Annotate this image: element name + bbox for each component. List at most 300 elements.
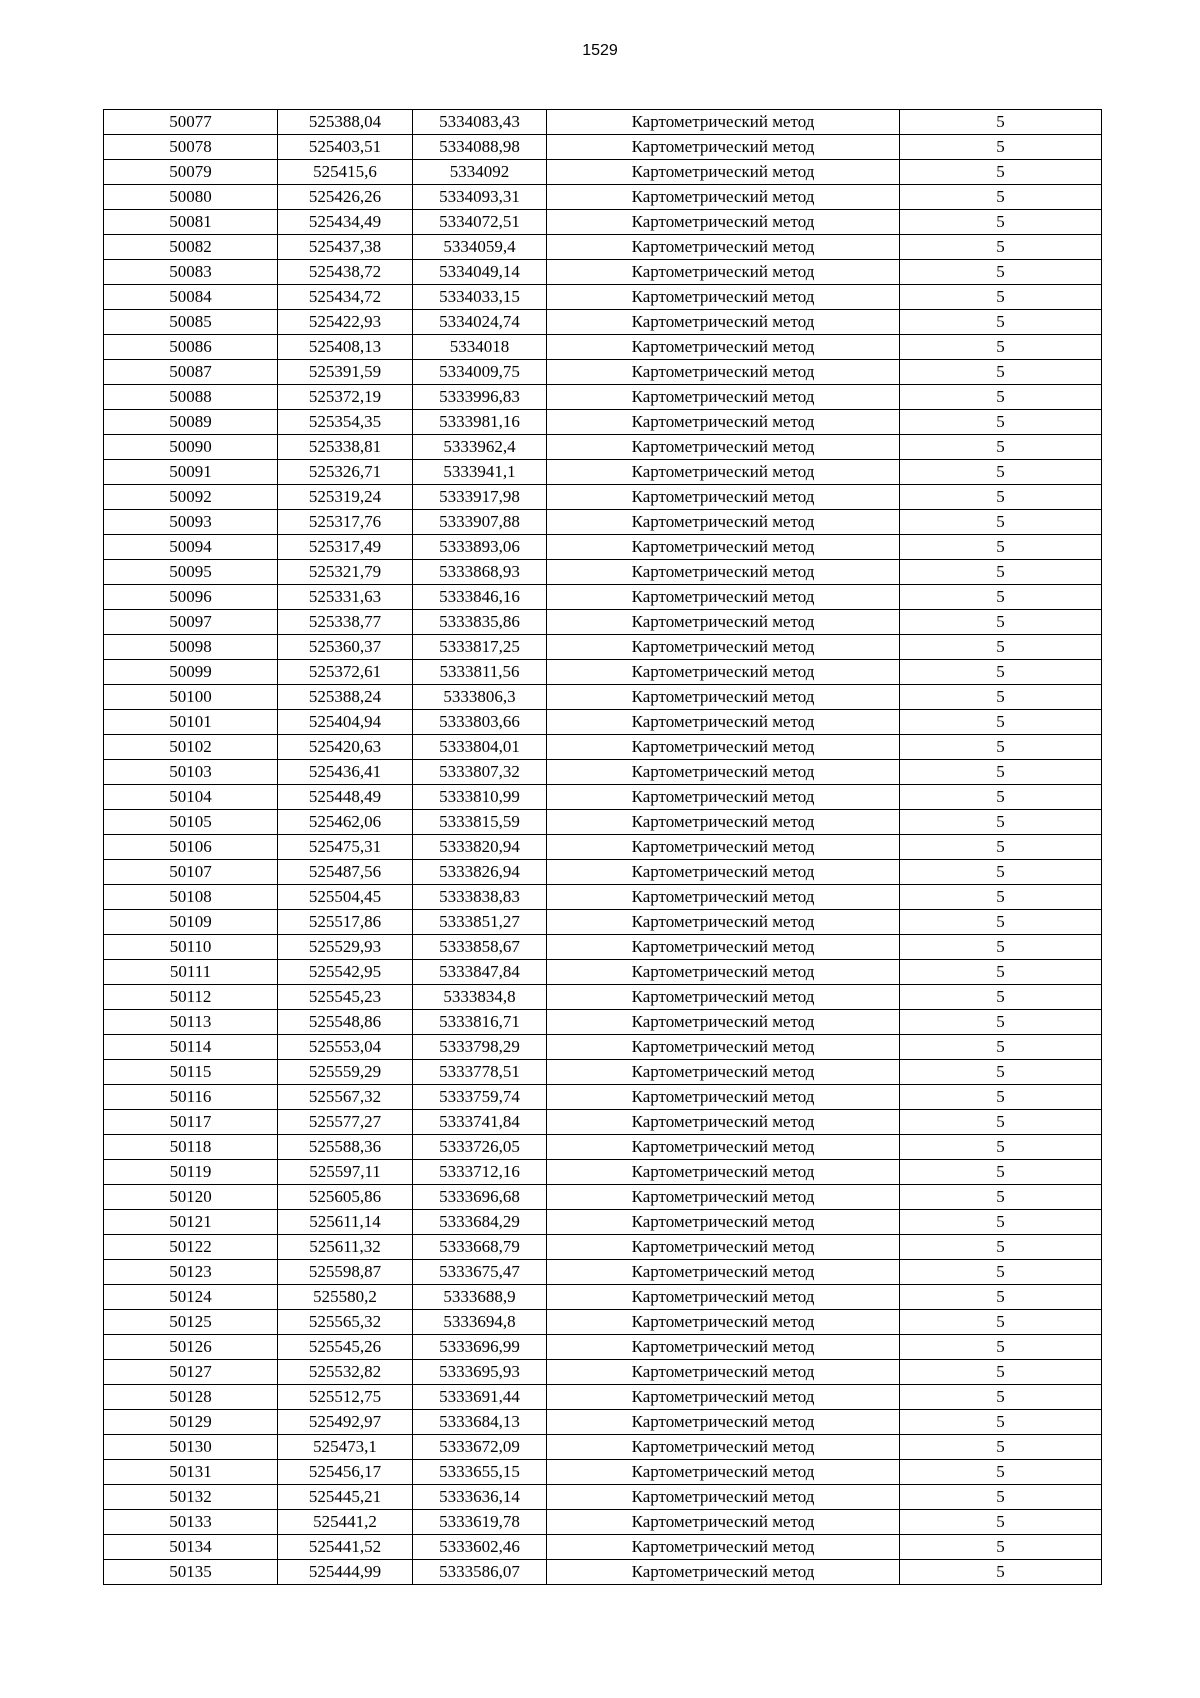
y-coordinate-cell: 5333602,46 — [413, 1535, 547, 1560]
x-coordinate-cell: 525388,24 — [278, 685, 413, 710]
point-number-cell: 50133 — [104, 1510, 278, 1535]
table-row — [104, 110, 1102, 135]
method-cell: Картометрический метод — [547, 935, 900, 960]
x-coordinate-cell: 525317,49 — [278, 535, 413, 560]
y-coordinate-cell: 5334088,98 — [413, 135, 547, 160]
method-cell: Картометрический метод — [547, 385, 900, 410]
method-cell: Картометрический метод — [547, 735, 900, 760]
point-number-cell: 50109 — [104, 910, 278, 935]
point-number-cell: 50123 — [104, 1260, 278, 1285]
accuracy-cell: 5 — [900, 485, 1102, 510]
accuracy-cell: 5 — [900, 760, 1102, 785]
x-coordinate-cell: 525420,63 — [278, 735, 413, 760]
method-cell: Картометрический метод — [547, 360, 900, 385]
point-number-cell: 50079 — [104, 160, 278, 185]
accuracy-cell: 5 — [900, 560, 1102, 585]
method-cell: Картометрический метод — [547, 785, 900, 810]
method-cell: Картометрический метод — [547, 560, 900, 585]
table-row — [104, 235, 1102, 260]
point-number-cell: 50126 — [104, 1335, 278, 1360]
method-cell: Картометрический метод — [547, 885, 900, 910]
point-number-cell: 50096 — [104, 585, 278, 610]
table-row — [104, 810, 1102, 835]
accuracy-cell: 5 — [900, 1060, 1102, 1085]
point-number-cell: 50113 — [104, 1010, 278, 1035]
table-row — [104, 735, 1102, 760]
point-number-cell: 50129 — [104, 1410, 278, 1435]
x-coordinate-cell: 525545,26 — [278, 1335, 413, 1360]
y-coordinate-cell: 5333816,71 — [413, 1010, 547, 1035]
y-coordinate-cell: 5333684,13 — [413, 1410, 547, 1435]
accuracy-cell: 5 — [900, 910, 1102, 935]
method-cell: Картометрический метод — [547, 310, 900, 335]
point-number-cell: 50105 — [104, 810, 278, 835]
x-coordinate-cell: 525553,04 — [278, 1035, 413, 1060]
point-number-cell: 50088 — [104, 385, 278, 410]
table-row — [104, 360, 1102, 385]
accuracy-cell: 5 — [900, 335, 1102, 360]
accuracy-cell: 5 — [900, 885, 1102, 910]
accuracy-cell: 5 — [900, 1560, 1102, 1585]
table-row — [104, 1485, 1102, 1510]
point-number-cell: 50085 — [104, 310, 278, 335]
accuracy-cell: 5 — [900, 1435, 1102, 1460]
y-coordinate-cell: 5333726,05 — [413, 1135, 547, 1160]
accuracy-cell: 5 — [900, 685, 1102, 710]
y-coordinate-cell: 5333810,99 — [413, 785, 547, 810]
y-coordinate-cell: 5334024,74 — [413, 310, 547, 335]
table-row — [104, 1010, 1102, 1035]
table-row — [104, 985, 1102, 1010]
x-coordinate-cell: 525565,32 — [278, 1310, 413, 1335]
table-row — [104, 1035, 1102, 1060]
table-row — [104, 510, 1102, 535]
x-coordinate-cell: 525441,2 — [278, 1510, 413, 1535]
x-coordinate-cell: 525517,86 — [278, 910, 413, 935]
method-cell: Картометрический метод — [547, 135, 900, 160]
x-coordinate-cell: 525456,17 — [278, 1460, 413, 1485]
method-cell: Картометрический метод — [547, 1260, 900, 1285]
accuracy-cell: 5 — [900, 1135, 1102, 1160]
table-row — [104, 1085, 1102, 1110]
method-cell: Картометрический метод — [547, 260, 900, 285]
y-coordinate-cell: 5333996,83 — [413, 385, 547, 410]
table-row — [104, 760, 1102, 785]
method-cell: Картометрический метод — [547, 1010, 900, 1035]
y-coordinate-cell: 5333636,14 — [413, 1485, 547, 1510]
accuracy-cell: 5 — [900, 535, 1102, 560]
method-cell: Картометрический метод — [547, 210, 900, 235]
x-coordinate-cell: 525597,11 — [278, 1160, 413, 1185]
method-cell: Картометрический метод — [547, 1335, 900, 1360]
method-cell: Картометрический метод — [547, 1035, 900, 1060]
point-number-cell: 50103 — [104, 760, 278, 785]
table-row — [104, 635, 1102, 660]
point-number-cell: 50102 — [104, 735, 278, 760]
accuracy-cell: 5 — [900, 1360, 1102, 1385]
x-coordinate-cell: 525319,24 — [278, 485, 413, 510]
x-coordinate-cell: 525588,36 — [278, 1135, 413, 1160]
y-coordinate-cell: 5333917,98 — [413, 485, 547, 510]
y-coordinate-cell: 5333851,27 — [413, 910, 547, 935]
table-row — [104, 535, 1102, 560]
accuracy-cell: 5 — [900, 460, 1102, 485]
method-cell: Картометрический метод — [547, 610, 900, 635]
method-cell: Картометрический метод — [547, 860, 900, 885]
x-coordinate-cell: 525326,71 — [278, 460, 413, 485]
point-number-cell: 50116 — [104, 1085, 278, 1110]
y-coordinate-cell: 5333803,66 — [413, 710, 547, 735]
table-row — [104, 1360, 1102, 1385]
table-row — [104, 485, 1102, 510]
method-cell: Картометрический метод — [547, 1535, 900, 1560]
x-coordinate-cell: 525448,49 — [278, 785, 413, 810]
y-coordinate-cell: 5334093,31 — [413, 185, 547, 210]
accuracy-cell: 5 — [900, 260, 1102, 285]
table-row — [104, 1185, 1102, 1210]
point-number-cell: 50112 — [104, 985, 278, 1010]
accuracy-cell: 5 — [900, 735, 1102, 760]
accuracy-cell: 5 — [900, 110, 1102, 135]
method-cell: Картометрический метод — [547, 410, 900, 435]
table-row — [104, 1410, 1102, 1435]
method-cell: Картометрический метод — [547, 535, 900, 560]
point-number-cell: 50094 — [104, 535, 278, 560]
accuracy-cell: 5 — [900, 1160, 1102, 1185]
x-coordinate-cell: 525605,86 — [278, 1185, 413, 1210]
table-row — [104, 285, 1102, 310]
accuracy-cell: 5 — [900, 310, 1102, 335]
accuracy-cell: 5 — [900, 1260, 1102, 1285]
point-number-cell: 50086 — [104, 335, 278, 360]
method-cell: Картометрический метод — [547, 1385, 900, 1410]
accuracy-cell: 5 — [900, 1035, 1102, 1060]
y-coordinate-cell: 5333655,15 — [413, 1460, 547, 1485]
table-row — [104, 1460, 1102, 1485]
accuracy-cell: 5 — [900, 985, 1102, 1010]
table-row — [104, 310, 1102, 335]
method-cell: Картометрический метод — [547, 1560, 900, 1585]
point-number-cell: 50101 — [104, 710, 278, 735]
method-cell: Картометрический метод — [547, 1185, 900, 1210]
method-cell: Картометрический метод — [547, 685, 900, 710]
method-cell: Картометрический метод — [547, 710, 900, 735]
accuracy-cell: 5 — [900, 1510, 1102, 1535]
accuracy-cell: 5 — [900, 585, 1102, 610]
table-row — [104, 1385, 1102, 1410]
x-coordinate-cell: 525441,52 — [278, 1535, 413, 1560]
method-cell: Картометрический метод — [547, 110, 900, 135]
y-coordinate-cell: 5333741,84 — [413, 1110, 547, 1135]
method-cell: Картометрический метод — [547, 660, 900, 685]
y-coordinate-cell: 5333759,74 — [413, 1085, 547, 1110]
method-cell: Картометрический метод — [547, 760, 900, 785]
y-coordinate-cell: 5333807,32 — [413, 760, 547, 785]
point-number-cell: 50100 — [104, 685, 278, 710]
point-number-cell: 50117 — [104, 1110, 278, 1135]
y-coordinate-cell: 5333798,29 — [413, 1035, 547, 1060]
point-number-cell: 50090 — [104, 435, 278, 460]
x-coordinate-cell: 525548,86 — [278, 1010, 413, 1035]
method-cell: Картометрический метод — [547, 635, 900, 660]
point-number-cell: 50091 — [104, 460, 278, 485]
point-number-cell: 50104 — [104, 785, 278, 810]
x-coordinate-cell: 525331,63 — [278, 585, 413, 610]
point-number-cell: 50111 — [104, 960, 278, 985]
point-number-cell: 50093 — [104, 510, 278, 535]
x-coordinate-cell: 525415,6 — [278, 160, 413, 185]
table-row — [104, 385, 1102, 410]
accuracy-cell: 5 — [900, 185, 1102, 210]
method-cell: Картометрический метод — [547, 485, 900, 510]
method-cell: Картометрический метод — [547, 1110, 900, 1135]
x-coordinate-cell: 525492,97 — [278, 1410, 413, 1435]
point-number-cell: 50115 — [104, 1060, 278, 1085]
y-coordinate-cell: 5333893,06 — [413, 535, 547, 560]
page-number: 1529 — [582, 42, 618, 59]
table-row — [104, 560, 1102, 585]
x-coordinate-cell: 525545,23 — [278, 985, 413, 1010]
method-cell: Картометрический метод — [547, 285, 900, 310]
point-number-cell: 50098 — [104, 635, 278, 660]
method-cell: Картометрический метод — [547, 985, 900, 1010]
x-coordinate-cell: 525391,59 — [278, 360, 413, 385]
x-coordinate-cell: 525338,81 — [278, 435, 413, 460]
accuracy-cell: 5 — [900, 1235, 1102, 1260]
point-number-cell: 50127 — [104, 1360, 278, 1385]
y-coordinate-cell: 5333778,51 — [413, 1060, 547, 1085]
y-coordinate-cell: 5333696,99 — [413, 1335, 547, 1360]
point-number-cell: 50114 — [104, 1035, 278, 1060]
table-row — [104, 1110, 1102, 1135]
point-number-cell: 50130 — [104, 1435, 278, 1460]
table-row — [104, 710, 1102, 735]
point-number-cell: 50131 — [104, 1460, 278, 1485]
method-cell: Картометрический метод — [547, 1210, 900, 1235]
y-coordinate-cell: 5333846,16 — [413, 585, 547, 610]
x-coordinate-cell: 525321,79 — [278, 560, 413, 585]
x-coordinate-cell: 525403,51 — [278, 135, 413, 160]
y-coordinate-cell: 5334018 — [413, 335, 547, 360]
point-number-cell: 50106 — [104, 835, 278, 860]
table-row — [104, 1435, 1102, 1460]
point-number-cell: 50110 — [104, 935, 278, 960]
method-cell: Картометрический метод — [547, 1460, 900, 1485]
method-cell: Картометрический метод — [547, 335, 900, 360]
x-coordinate-cell: 525437,38 — [278, 235, 413, 260]
y-coordinate-cell: 5333806,3 — [413, 685, 547, 710]
x-coordinate-cell: 525529,93 — [278, 935, 413, 960]
point-number-cell: 50082 — [104, 235, 278, 260]
point-number-cell: 50099 — [104, 660, 278, 685]
method-cell: Картометрический метод — [547, 910, 900, 935]
accuracy-cell: 5 — [900, 810, 1102, 835]
accuracy-cell: 5 — [900, 360, 1102, 385]
accuracy-cell: 5 — [900, 610, 1102, 635]
x-coordinate-cell: 525532,82 — [278, 1360, 413, 1385]
x-coordinate-cell: 525487,56 — [278, 860, 413, 885]
point-number-cell: 50092 — [104, 485, 278, 510]
method-cell: Картометрический метод — [547, 585, 900, 610]
x-coordinate-cell: 525580,2 — [278, 1285, 413, 1310]
y-coordinate-cell: 5333694,8 — [413, 1310, 547, 1335]
point-number-cell: 50124 — [104, 1285, 278, 1310]
accuracy-cell: 5 — [900, 785, 1102, 810]
coordinates-table — [103, 109, 1102, 1585]
accuracy-cell: 5 — [900, 1410, 1102, 1435]
y-coordinate-cell: 5333712,16 — [413, 1160, 547, 1185]
y-coordinate-cell: 5333804,01 — [413, 735, 547, 760]
table-row — [104, 1235, 1102, 1260]
table-row — [104, 960, 1102, 985]
point-number-cell: 50083 — [104, 260, 278, 285]
table-row — [104, 335, 1102, 360]
accuracy-cell: 5 — [900, 1310, 1102, 1335]
x-coordinate-cell: 525577,27 — [278, 1110, 413, 1135]
x-coordinate-cell: 525360,37 — [278, 635, 413, 660]
table-row — [104, 860, 1102, 885]
method-cell: Картометрический метод — [547, 1135, 900, 1160]
x-coordinate-cell: 525436,41 — [278, 760, 413, 785]
x-coordinate-cell: 525567,32 — [278, 1085, 413, 1110]
x-coordinate-cell: 525542,95 — [278, 960, 413, 985]
accuracy-cell: 5 — [900, 1485, 1102, 1510]
point-number-cell: 50081 — [104, 210, 278, 235]
table-row — [104, 835, 1102, 860]
y-coordinate-cell: 5333962,4 — [413, 435, 547, 460]
x-coordinate-cell: 525372,61 — [278, 660, 413, 685]
table-row — [104, 935, 1102, 960]
y-coordinate-cell: 5333675,47 — [413, 1260, 547, 1285]
method-cell: Картометрический метод — [547, 1310, 900, 1335]
x-coordinate-cell: 525475,31 — [278, 835, 413, 860]
y-coordinate-cell: 5334072,51 — [413, 210, 547, 235]
table-row — [104, 1135, 1102, 1160]
x-coordinate-cell: 525434,49 — [278, 210, 413, 235]
accuracy-cell: 5 — [900, 1185, 1102, 1210]
x-coordinate-cell: 525317,76 — [278, 510, 413, 535]
x-coordinate-cell: 525354,35 — [278, 410, 413, 435]
table-row — [104, 1535, 1102, 1560]
method-cell: Картометрический метод — [547, 810, 900, 835]
accuracy-cell: 5 — [900, 1110, 1102, 1135]
method-cell: Картометрический метод — [547, 1235, 900, 1260]
point-number-cell: 50119 — [104, 1160, 278, 1185]
accuracy-cell: 5 — [900, 710, 1102, 735]
accuracy-cell: 5 — [900, 235, 1102, 260]
accuracy-cell: 5 — [900, 1385, 1102, 1410]
accuracy-cell: 5 — [900, 1535, 1102, 1560]
y-coordinate-cell: 5333811,56 — [413, 660, 547, 685]
y-coordinate-cell: 5333619,78 — [413, 1510, 547, 1535]
y-coordinate-cell: 5333858,67 — [413, 935, 547, 960]
method-cell: Картометрический метод — [547, 1410, 900, 1435]
table-row — [104, 185, 1102, 210]
accuracy-cell: 5 — [900, 935, 1102, 960]
coordinates-table-body — [104, 110, 1102, 1585]
table-row — [104, 1510, 1102, 1535]
method-cell: Картометрический метод — [547, 1285, 900, 1310]
y-coordinate-cell: 5334083,43 — [413, 110, 547, 135]
x-coordinate-cell: 525434,72 — [278, 285, 413, 310]
point-number-cell: 50089 — [104, 410, 278, 435]
y-coordinate-cell: 5333941,1 — [413, 460, 547, 485]
x-coordinate-cell: 525473,1 — [278, 1435, 413, 1460]
table-row — [104, 435, 1102, 460]
table-row — [104, 460, 1102, 485]
table-row — [104, 160, 1102, 185]
x-coordinate-cell: 525438,72 — [278, 260, 413, 285]
y-coordinate-cell: 5334049,14 — [413, 260, 547, 285]
accuracy-cell: 5 — [900, 1010, 1102, 1035]
x-coordinate-cell: 525426,26 — [278, 185, 413, 210]
y-coordinate-cell: 5333981,16 — [413, 410, 547, 435]
y-coordinate-cell: 5333817,25 — [413, 635, 547, 660]
point-number-cell: 50132 — [104, 1485, 278, 1510]
x-coordinate-cell: 525338,77 — [278, 610, 413, 635]
accuracy-cell: 5 — [900, 135, 1102, 160]
accuracy-cell: 5 — [900, 1335, 1102, 1360]
x-coordinate-cell: 525408,13 — [278, 335, 413, 360]
accuracy-cell: 5 — [900, 510, 1102, 535]
point-number-cell: 50087 — [104, 360, 278, 385]
y-coordinate-cell: 5333688,9 — [413, 1285, 547, 1310]
method-cell: Картометрический метод — [547, 960, 900, 985]
method-cell: Картометрический метод — [547, 1510, 900, 1535]
table-row — [104, 135, 1102, 160]
accuracy-cell: 5 — [900, 1210, 1102, 1235]
x-coordinate-cell: 525598,87 — [278, 1260, 413, 1285]
accuracy-cell: 5 — [900, 285, 1102, 310]
point-number-cell: 50080 — [104, 185, 278, 210]
point-number-cell: 50135 — [104, 1560, 278, 1585]
x-coordinate-cell: 525445,21 — [278, 1485, 413, 1510]
table-row — [104, 260, 1102, 285]
y-coordinate-cell: 5333586,07 — [413, 1560, 547, 1585]
table-row — [104, 585, 1102, 610]
table-row — [104, 1060, 1102, 1085]
y-coordinate-cell: 5334009,75 — [413, 360, 547, 385]
point-number-cell: 50125 — [104, 1310, 278, 1335]
x-coordinate-cell: 525444,99 — [278, 1560, 413, 1585]
point-number-cell: 50120 — [104, 1185, 278, 1210]
accuracy-cell: 5 — [900, 1085, 1102, 1110]
table-row — [104, 1310, 1102, 1335]
table-row — [104, 885, 1102, 910]
table-row — [104, 685, 1102, 710]
table-row — [104, 910, 1102, 935]
accuracy-cell: 5 — [900, 410, 1102, 435]
point-number-cell: 50121 — [104, 1210, 278, 1235]
x-coordinate-cell: 525462,06 — [278, 810, 413, 835]
point-number-cell: 50084 — [104, 285, 278, 310]
method-cell: Картометрический метод — [547, 1360, 900, 1385]
table-row — [104, 660, 1102, 685]
method-cell: Картометрический метод — [547, 460, 900, 485]
y-coordinate-cell: 5333838,83 — [413, 885, 547, 910]
y-coordinate-cell: 5333695,93 — [413, 1360, 547, 1385]
point-number-cell: 50134 — [104, 1535, 278, 1560]
accuracy-cell: 5 — [900, 1460, 1102, 1485]
table-row — [104, 1160, 1102, 1185]
y-coordinate-cell: 5333847,84 — [413, 960, 547, 985]
method-cell: Картометрический метод — [547, 1435, 900, 1460]
x-coordinate-cell: 525611,14 — [278, 1210, 413, 1235]
x-coordinate-cell: 525372,19 — [278, 385, 413, 410]
table-row — [104, 1560, 1102, 1585]
method-cell: Картометрический метод — [547, 1160, 900, 1185]
y-coordinate-cell: 5333907,88 — [413, 510, 547, 535]
